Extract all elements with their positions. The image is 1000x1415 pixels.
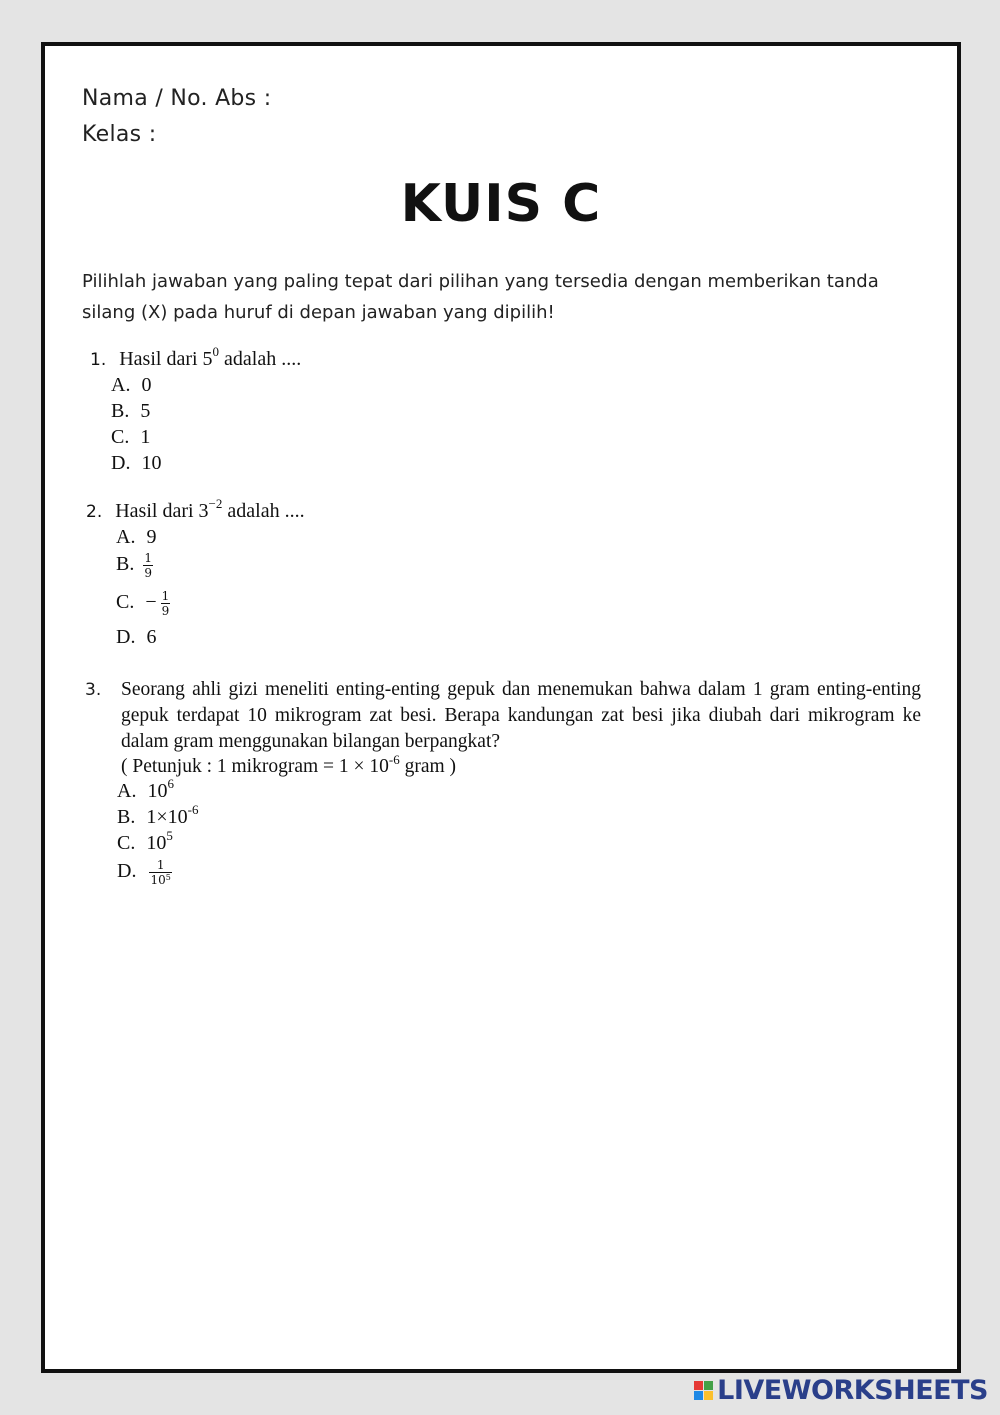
hint-text: ( Petunjuk : 1 mikrogram = 1 × 10	[121, 756, 389, 777]
question-3-number: 3.	[85, 680, 102, 700]
denominator-base: 10	[150, 873, 166, 887]
question-1-option-c[interactable]	[111, 426, 150, 449]
question-3-text: Seorang ahli gizi meneliti enting-enting gepuk dan menemukan bahwa dalam 1 gram enting-enting gepuk terdapat 10 mikrogram zat besi. Berapa kandungan zat besi jika diubah dari mikrogram ke dalam gram menggunakan bilangan berpangkat?	[121, 679, 921, 752]
option-value: 1	[140, 426, 151, 448]
liveworksheets-logo-icon	[694, 1381, 713, 1400]
option-sign: −	[145, 591, 157, 614]
option-letter: A.	[116, 526, 136, 548]
question-3-option-a[interactable]	[117, 776, 174, 803]
question-3-option-d[interactable]	[117, 858, 172, 887]
logo-square-2	[704, 1381, 713, 1390]
option-letter: C.	[117, 832, 136, 854]
question-3-option-c[interactable]	[117, 828, 173, 855]
question-2-text-end: adalah ....	[222, 500, 305, 522]
option-value: 10	[141, 452, 162, 474]
question-3-number-wrap	[85, 680, 101, 700]
option-value: 9	[146, 526, 157, 548]
option-value: 0	[141, 374, 152, 396]
question-1-option-d[interactable]	[111, 452, 161, 475]
option-base: 10	[146, 832, 167, 854]
liveworksheets-brand[interactable]	[694, 1375, 988, 1406]
option-exponent: 5	[166, 828, 173, 843]
option-letter: C.	[116, 591, 135, 614]
logo-square-4	[704, 1391, 713, 1400]
question-1-text: Hasil dari 5	[119, 348, 213, 370]
question-2-number: 2.	[86, 502, 103, 522]
option-letter: D.	[116, 626, 136, 648]
logo-square-1	[694, 1381, 703, 1390]
fraction	[143, 551, 153, 580]
option-exponent: 6	[167, 776, 174, 791]
fraction-denominator	[149, 873, 171, 887]
option-letter: B.	[111, 400, 130, 422]
question-3-hint	[121, 752, 457, 778]
option-letter: A.	[117, 780, 137, 802]
logo-square-3	[694, 1391, 703, 1400]
question-2-option-d[interactable]	[116, 626, 156, 649]
question-2-option-b[interactable]	[116, 551, 153, 580]
question-2-option-c[interactable]	[116, 589, 170, 618]
instructions-text: Pilihlah jawaban yang paling tepat dari pilihan yang tersedia dengan memberikan tanda silang (X) pada huruf di depan jawaban yang dipilih!	[82, 271, 879, 323]
question-2	[86, 496, 305, 523]
option-letter: A.	[111, 374, 131, 396]
denominator-exponent: 5	[165, 873, 171, 882]
question-1-number: 1.	[90, 350, 107, 370]
worksheet-page	[41, 42, 961, 1373]
fraction	[161, 589, 171, 618]
name-field-label: Nama / No. Abs :	[82, 86, 272, 111]
question-2-option-a[interactable]	[116, 526, 156, 549]
question-2-text: Hasil dari 3	[115, 500, 209, 522]
question-1-option-a[interactable]	[111, 374, 151, 397]
option-base: 10	[147, 780, 168, 802]
option-base: 1×10	[146, 806, 188, 828]
hint-exponent: -6	[388, 752, 400, 767]
option-value: 5	[140, 400, 151, 422]
page-title: KUIS C	[400, 174, 602, 234]
option-letter: D.	[111, 452, 131, 474]
fraction-denominator: 9	[144, 566, 152, 580]
option-letter: B.	[117, 806, 136, 828]
question-1	[90, 344, 302, 371]
option-exponent: -6	[187, 802, 199, 817]
brand-name: LIVEWORKSHEETS	[717, 1375, 988, 1406]
class-field-label: Kelas :	[82, 122, 157, 147]
question-1-option-b[interactable]	[111, 400, 150, 423]
option-letter: B.	[116, 553, 135, 576]
question-1-text-end: adalah ....	[219, 348, 302, 370]
fraction	[149, 858, 171, 887]
fraction-numerator: 1	[149, 858, 171, 873]
question-1-exponent: 0	[212, 344, 220, 359]
fraction-numerator: 1	[144, 551, 152, 565]
hint-text-end: gram )	[399, 756, 457, 777]
question-2-exponent: −2	[208, 496, 223, 511]
option-value: 6	[146, 626, 157, 648]
fraction-numerator: 1	[161, 589, 170, 603]
option-letter: C.	[111, 426, 130, 448]
option-letter: D.	[117, 860, 137, 883]
question-3-option-b[interactable]	[117, 802, 199, 829]
fraction-denominator: 9	[161, 604, 170, 618]
